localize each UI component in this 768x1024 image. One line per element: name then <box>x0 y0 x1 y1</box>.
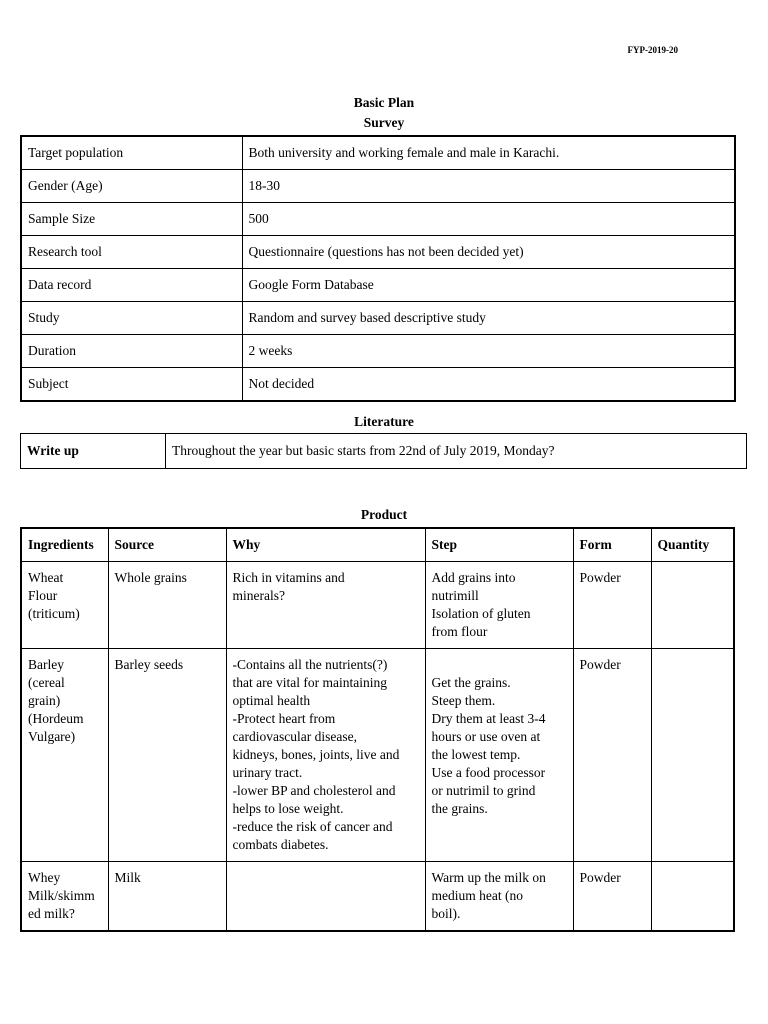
row-value: Not decided <box>242 368 735 402</box>
row-value: 2 weeks <box>242 335 735 368</box>
table-row <box>21 236 735 269</box>
table-row <box>21 335 735 368</box>
source-cell: Barley seeds <box>108 649 226 862</box>
row-label: Gender (Age) <box>21 170 242 203</box>
row-label: Data record <box>21 269 242 302</box>
writeup-value: Throughout the year but basic starts from 22nd of July 2019, Monday? <box>166 434 747 469</box>
survey-table <box>20 135 736 402</box>
row-label: Duration <box>21 335 242 368</box>
table-row <box>21 136 735 170</box>
quantity-cell <box>651 562 734 649</box>
page-id: FYP-2019-20 <box>627 45 678 55</box>
row-label: Research tool <box>21 236 242 269</box>
form-cell: Powder <box>573 862 651 932</box>
column-header-step: Step <box>425 528 573 562</box>
table-row <box>21 170 735 203</box>
column-header-source: Source <box>108 528 226 562</box>
ingredient-cell: Barley (cereal grain) (Hordeum Vulgare) <box>21 649 108 862</box>
table-row <box>21 434 747 469</box>
row-label: Sample Size <box>21 203 242 236</box>
column-header-ingredients: Ingredients <box>21 528 108 562</box>
form-cell: Powder <box>573 649 651 862</box>
source-cell: Milk <box>108 862 226 932</box>
row-label: Target population <box>21 136 242 170</box>
why-cell: -Contains all the nutrients(?) that are vital for maintaining optimal health -Protect heart from cardiovascular disease, kidneys, bones, joints, live and urinary tract. -lower BP and cholesterol and helps to lose weight. -reduce the risk of cancer and combats diabetes. <box>226 649 425 862</box>
quantity-cell <box>651 862 734 932</box>
step-cell: Add grains into nutrimill Isolation of gluten from flour <box>425 562 573 649</box>
table-row <box>21 368 735 402</box>
row-value: Google Form Database <box>242 269 735 302</box>
survey-subtitle: Survey <box>363 115 405 130</box>
table-row <box>21 203 735 236</box>
product-table <box>20 527 735 932</box>
form-cell: Powder <box>573 562 651 649</box>
why-cell: Rich in vitamins and minerals? <box>226 562 425 649</box>
table-row <box>21 562 734 649</box>
step-cell: Warm up the milk on medium heat (no boil). <box>425 862 573 932</box>
literature-table <box>20 433 747 469</box>
row-value: Both university and working female and male in Karachi. <box>242 136 735 170</box>
row-label: Subject <box>21 368 242 402</box>
step-cell: Get the grains. Steep them. Dry them at least 3-4 hours or use oven at the lowest temp. Use a food processor or nutrimil to grind the grains. <box>425 649 573 862</box>
source-cell: Whole grains <box>108 562 226 649</box>
row-value: 18-30 <box>242 170 735 203</box>
row-value: Random and survey based descriptive study <box>242 302 735 335</box>
column-header-form: Form <box>573 528 651 562</box>
table-row <box>21 862 734 932</box>
ingredient-cell: Wheat Flour (triticum) <box>21 562 108 649</box>
row-label: Study <box>21 302 242 335</box>
row-value: 500 <box>242 203 735 236</box>
column-header-why: Why <box>226 528 425 562</box>
table-row <box>21 302 735 335</box>
literature-title: Literature <box>354 414 414 429</box>
table-row <box>21 269 735 302</box>
writeup-label: Write up <box>21 434 166 469</box>
quantity-cell <box>651 649 734 862</box>
table-row <box>21 649 734 862</box>
column-header-quantity: Quantity <box>651 528 734 562</box>
row-value: Questionnaire (questions has not been decided yet) <box>242 236 735 269</box>
why-cell <box>226 862 425 932</box>
basic-plan-title: Basic Plan <box>353 95 415 110</box>
product-title: Product <box>360 507 408 522</box>
ingredient-cell: Whey Milk/skimm ed milk? <box>21 862 108 932</box>
table-header-row <box>21 528 734 562</box>
